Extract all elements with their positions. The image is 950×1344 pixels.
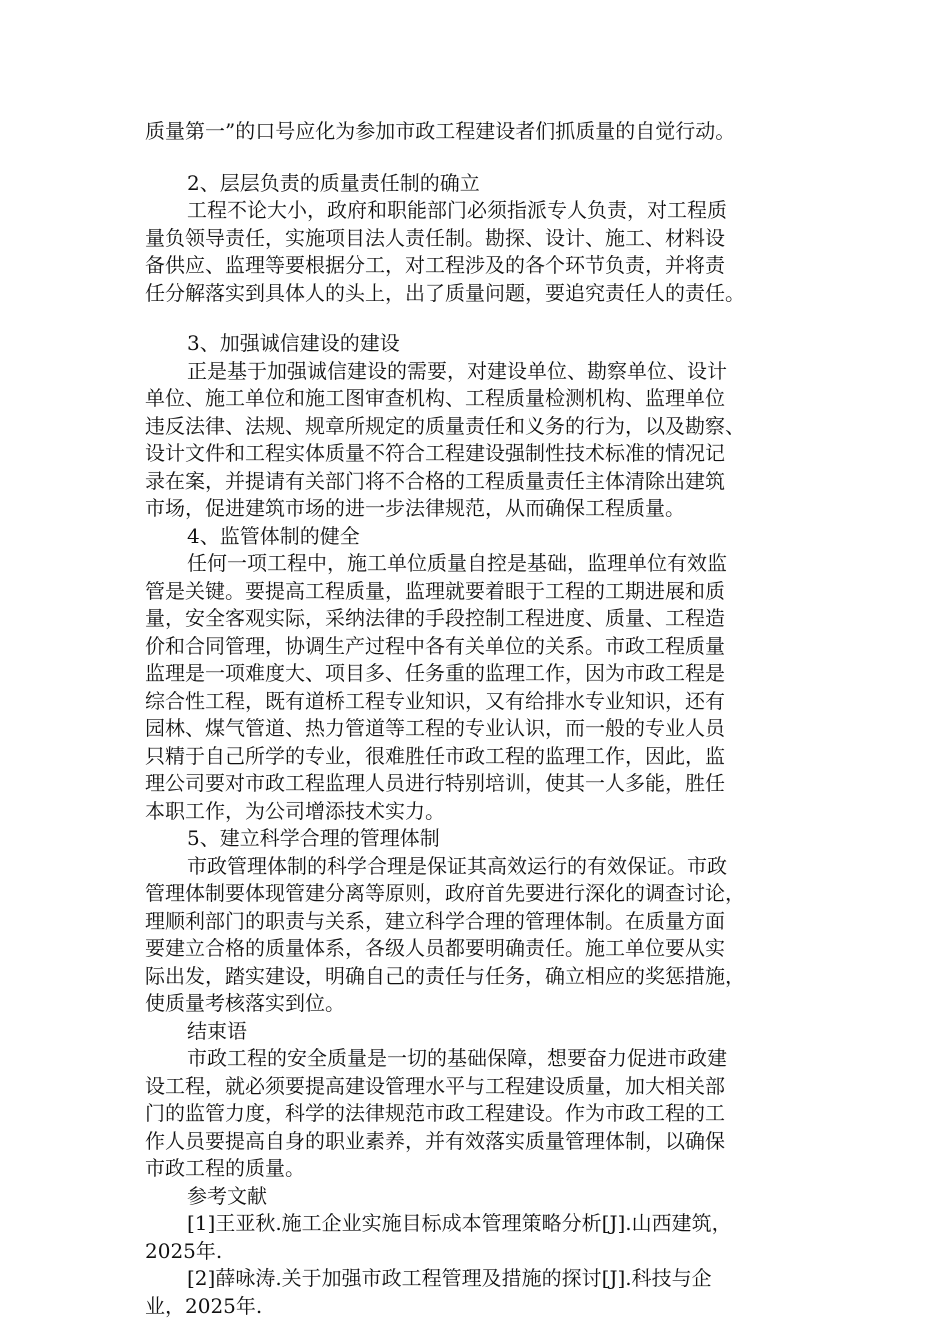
- paragraph-line: 市场，促进建筑市场的进一步法律规范，从而确保工程质量。: [145, 496, 685, 520]
- paragraph-line: 际出发，踏实建设，明确自己的责任与任务，确立相应的奖惩措施，: [145, 963, 745, 988]
- paragraph-line: 理顺利部门的职责与关系，建立科学合理的管理体制。在质量方面: [145, 908, 725, 933]
- paragraph-line: 管理体制要体现管建分离等原则，政府首先要进行深化的调查讨论，: [145, 881, 745, 905]
- paragraph-line: 综合性工程，既有道桥工程专业知识，又有给排水专业知识，还有: [145, 688, 725, 713]
- paragraph-line: 工程不论大小，政府和职能部门必须指派专人负责，对工程质: [187, 198, 727, 222]
- paragraph-line: 管是关键。要提高工程质量，监理就要着眼于工程的工期进展和质: [145, 578, 725, 603]
- paragraph-line: 门的监管力度，科学的法律规范市政工程建设。作为市政工程的工: [145, 1101, 725, 1125]
- document-body: [145, 118, 807, 1320]
- paragraph-line: 市政工程的安全质量是一切的基础保障，想要奋力促进市政建: [187, 1046, 727, 1070]
- paragraph-line: 设计文件和工程实体质量不符合工程建设强制性技术标准的情况记: [145, 441, 725, 465]
- paragraph-line: 任何一项工程中，施工单位质量自控是基础，监理单位有效监: [187, 551, 727, 575]
- paragraph-line: 任分解落实到具体人的头上，出了质量问题，要追究责任人的责任。: [145, 280, 745, 305]
- paragraph-line: 量，安全客观实际，采纳法律的手段控制工程进度、质量、工程造: [145, 606, 725, 630]
- section-heading-2: 2、层层负责的质量责任制的确立: [187, 170, 480, 195]
- paragraph-line: 量负领导责任，实施项目法人责任制。勘探、设计、施工、材料设: [145, 225, 725, 250]
- paragraph-line: 违反法律、法规、规章所规定的质量责任和义务的行为，以及勘察、: [145, 413, 745, 438]
- paragraph-line: 作人员要提高自身的职业素养，并有效落实质量管理体制，以确保: [145, 1128, 725, 1153]
- section-heading-5: 5、建立科学合理的管理体制: [187, 826, 440, 850]
- reference-item-2-cont: 业，2025年.: [145, 1293, 263, 1318]
- reference-item-1-cont: 2025年.: [145, 1238, 223, 1263]
- paragraph-line: 设工程，就必须要提高建设管理水平与工程建设质量，加大相关部: [145, 1073, 725, 1098]
- paragraph-line: 价和合同管理，协调生产过程中各有关单位的关系。市政工程质量: [145, 633, 725, 658]
- paragraph-line: 本职工作，为公司增添技术实力。: [145, 798, 445, 823]
- reference-item-2: [2]薛咏涛.关于加强市政工程管理及措施的探讨[J].科技与企: [187, 1266, 712, 1290]
- paragraph-line: 只精于自己所学的专业，很难胜任市政工程的监理工作，因此，监: [145, 743, 725, 768]
- reference-item-1: [1]王亚秋.施工企业实施目标成本管理策略分析[J].山西建筑，: [187, 1211, 732, 1235]
- paragraph-line: 正是基于加强诚信建设的需要，对建设单位、勘察单位、设计: [187, 358, 727, 383]
- paragraph-line: 单位、施工单位和施工图审查机构、工程质量检测机构、监理单位: [145, 386, 725, 410]
- paragraph-line: 市政工程的质量。: [145, 1156, 305, 1180]
- paragraph-line: 监理是一项难度大、项目多、任务重的监理工作，因为市政工程是: [145, 661, 725, 685]
- paragraph-line: 使质量考核落实到位。: [145, 991, 345, 1015]
- paragraph-line: 录在案，并提请有关部门将不合格的工程质量责任主体清除出建筑: [145, 468, 725, 493]
- paragraph-line: 市政管理体制的科学合理是保证其高效运行的有效保证。市政: [187, 853, 727, 878]
- paragraph-line: 质量第一”的口号应化为参加市政工程建设者们抓质量的自觉行动。: [145, 119, 736, 143]
- references-heading: 参考文献: [187, 1183, 267, 1208]
- blank-line: [145, 146, 807, 170]
- section-heading-4: 4、监管体制的健全: [187, 523, 360, 548]
- paragraph-line: 理公司要对市政工程监理人员进行特别培训，使其一人多能，胜任: [145, 771, 725, 795]
- paragraph-line: 园林、煤气管道、热力管道等工程的专业认识，而一般的专业人员: [145, 716, 725, 740]
- section-heading-3: 3、加强诚信建设的建设: [187, 331, 400, 355]
- paragraph-line: 要建立合格的质量体系，各级人员都要明确责任。施工单位要从实: [145, 936, 725, 960]
- paragraph-line: 备供应、监理等要根据分工，对工程涉及的各个环节负责，并将责: [145, 253, 725, 277]
- conclusion-heading: 结束语: [187, 1018, 247, 1043]
- blank-line: [145, 307, 807, 330]
